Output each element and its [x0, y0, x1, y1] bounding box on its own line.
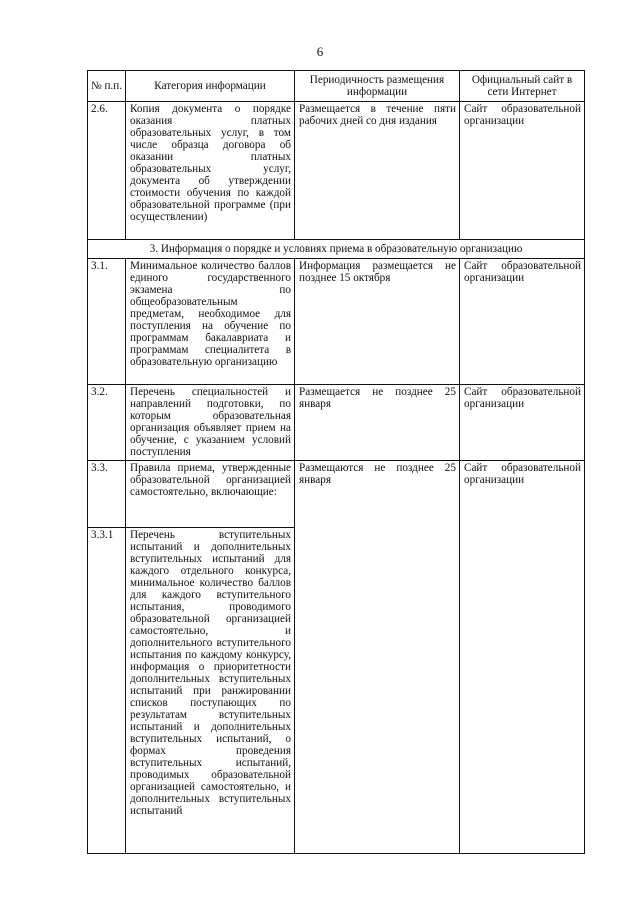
periodicity-cell: Размещается в течение пяти рабочих дней со дня издания: [295, 102, 460, 240]
site-cell: Сайт образовательной организации: [460, 102, 585, 240]
site-cell: Сайт образовательной организации: [460, 259, 585, 385]
header-num: № п.п.: [88, 71, 126, 102]
row-number: 3.3.1: [88, 528, 126, 854]
category-cell: Перечень специальностей и направлений подготовки, по которым образовательная организация объявляет прием на обучение, с указанием условий поступления: [126, 385, 295, 461]
row-number: 2.6.: [88, 102, 126, 240]
table-row-2-6: [88, 102, 585, 240]
periodicity-cell: Размещаются не позднее 25 января: [295, 461, 460, 854]
site-cell: Сайт образовательной организации: [460, 385, 585, 461]
page-number: 6: [316, 44, 324, 59]
category-cell: Перечень вступительных испытаний и дополнительных вступительных испытаний для каждого отдельного конкурса, минимальное количество баллов для каждого вступительного испытания, проводимого образовательной организацией самостоятельно, и дополнительного вступительного испытания по каждому конкурсу, информация о приоритетности дополнительных вступительных испытаний при ранжировании списков поступающих по результатам вступительных испытаний и дополнительных вступительных испытаний, о формах проведения вступительных испытаний, проводимых образовательной организацией самостоятельно, и дополнительных вступительных испытаний: [126, 528, 295, 854]
header-site: Официальный сайт в сети Интернет: [460, 71, 585, 102]
row-number: 3.3.: [88, 461, 126, 528]
table-row-3-3: [88, 461, 585, 528]
periodicity-cell: Размещается не позднее 25 января: [295, 385, 460, 461]
header-category: Категория информации: [126, 71, 295, 102]
table-row-3-2: [88, 385, 585, 461]
category-cell: Минимальное количество баллов единого государственного экзамена по общеобразовательным предметам, необходимое для поступления на обучение по программам бакалавриата и программам специалитета в образовательную организацию: [126, 259, 295, 385]
row-number: 3.1.: [88, 259, 126, 385]
section-heading-3: 3. Информация о порядке и условиях приема в образовательную организацию: [88, 240, 585, 259]
table-header-row: [88, 71, 585, 102]
section-row: [88, 240, 585, 259]
site-cell: Сайт образовательной организации: [460, 461, 585, 854]
category-cell: Копия документа о порядке оказания платных образовательных услуг, в том числе образца договора об оказании платных образовательных услуг, документа об утверждении стоимости обучения по каждой образовательной программе (при осуществлении): [126, 102, 295, 240]
category-cell: Правила приема, утвержденные образовательной организацией самостоятельно, включающие:: [126, 461, 295, 528]
periodicity-cell: Информация размещается не позднее 15 октября: [295, 259, 460, 385]
header-periodicity: Периодичность размещения информации: [295, 71, 460, 102]
row-number: 3.2.: [88, 385, 126, 461]
table-row-3-1: [88, 259, 585, 385]
info-table: [87, 70, 585, 854]
